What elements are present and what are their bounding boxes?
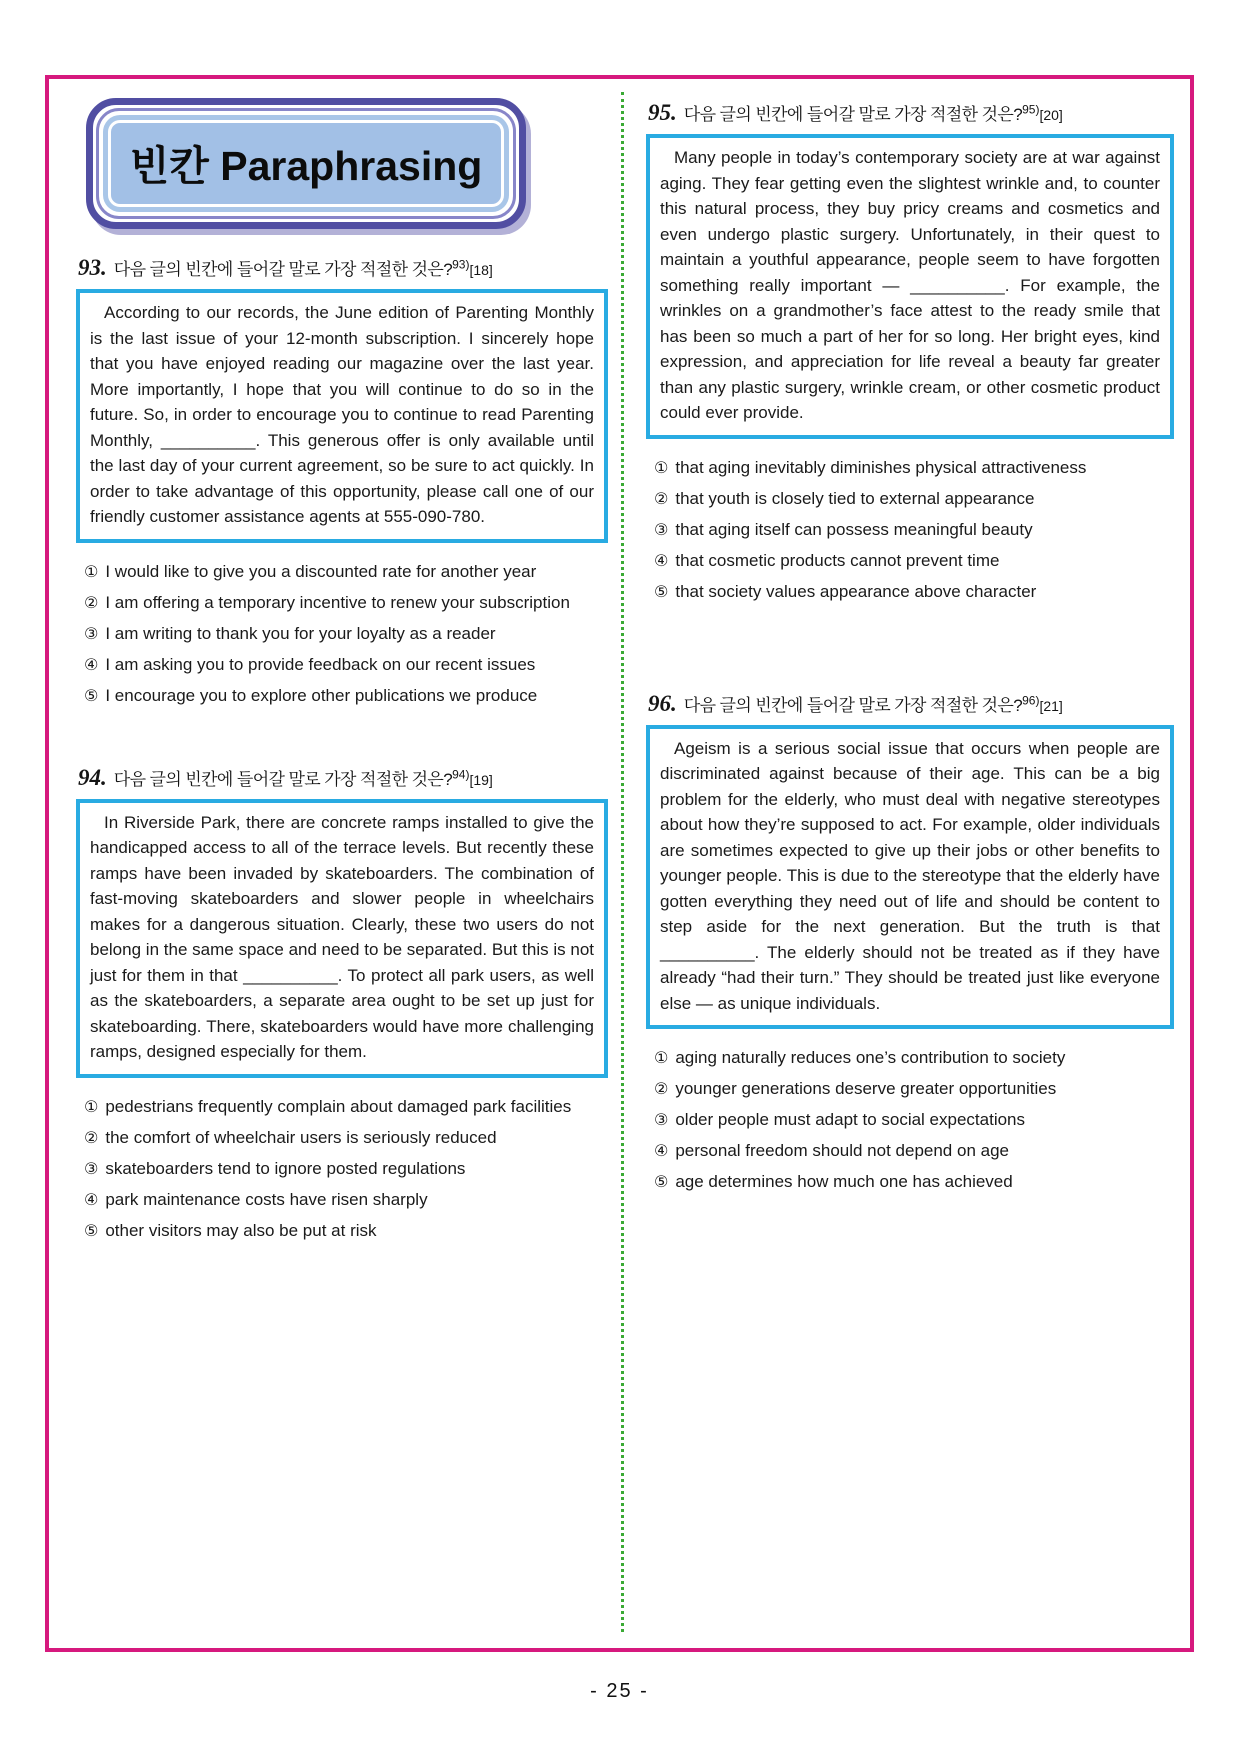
choice-marker: ② [84, 594, 99, 612]
choice-item [654, 1107, 1174, 1133]
question-header [78, 765, 608, 791]
choice-marker: ③ [654, 1112, 669, 1129]
question-number: 93. [78, 255, 107, 280]
choice-item [654, 1169, 1174, 1195]
choice-marker: ③ [84, 1160, 99, 1178]
footnote-marker: 93) [452, 257, 470, 272]
choice-text: I am writing to thank you for your loyalty as a reader [105, 623, 496, 643]
footnote-marker: 96) [1022, 693, 1040, 708]
choice-marker: ⑤ [84, 1222, 99, 1240]
passage-box: Many people in today’s contemporary society are at war against aging. They fear getting even the slightest wrinkle and, to counter this natural process, they buy pricy creams and cosmetics and even undergo plastic surgery. Unfortunately, in their quest to maintain a youthful appearance, people seem to have forgotten something really important — __________. For example, the wrinkles on a grandmother’s face attest to the ready smile that has been so much a part of her for so long. Her bright eyes, kind expression, and appreciation for life reveal a beauty far greater than any plastic surgery, wrinkle cream, or other cosmetic product could ever provide. [646, 134, 1174, 439]
choice-item [654, 517, 1174, 543]
choice-marker: ⑤ [654, 583, 669, 601]
choice-text: that aging inevitably diminishes physical attractiveness [675, 457, 1087, 477]
choices-list [84, 1094, 608, 1244]
choice-marker: ① [84, 1098, 99, 1116]
choice-item [654, 455, 1174, 481]
choice-item [654, 1045, 1174, 1071]
choice-text: that society values appearance above character [675, 581, 1037, 601]
choice-item [654, 1138, 1174, 1164]
choice-text: other visitors may also be put at risk [105, 1220, 377, 1240]
question-number: 96. [648, 690, 677, 716]
choice-marker: ③ [654, 521, 669, 539]
choice-item [84, 1156, 608, 1182]
question-number: 94. [78, 764, 107, 790]
choice-text: that aging itself can possess meaningful beauty [675, 519, 1033, 539]
section-title: 빈칸 Paraphrasing [129, 143, 483, 189]
question-header [648, 691, 1174, 717]
choice-marker: ① [654, 1050, 669, 1067]
section-title-box [86, 98, 526, 229]
question-prompt: 다음 글의 빈칸에 들어갈 말로 가장 적절한 것은? [113, 260, 453, 279]
question-ref: [18] [469, 262, 493, 278]
choice-item [84, 1218, 608, 1244]
choice-marker: ② [84, 1129, 99, 1147]
question-ref: [19] [469, 771, 493, 788]
passage-box: In Riverside Park, there are concrete ramps installed to give the handicapped access to all of the terrace levels. But recently these ramps have been invaded by skateboarders. The combination of fast-moving skateboarders and slower people in wheelchairs makes for a dangerous situation. Clearly, these two users do not belong in the same space and need to be separated. But this is not just for them in that __________. To protect all park users, as well as the skateboarders, a separate area ought to be set up just for skateboarding. There, skateboarders would have more challenging ramps, designed especially for them. [76, 799, 608, 1078]
choice-marker: ① [84, 563, 99, 581]
choice-marker: ④ [654, 552, 669, 570]
choice-item [84, 1125, 608, 1151]
choice-item [84, 683, 608, 709]
choice-marker: ③ [84, 625, 99, 643]
choice-marker: ⑤ [654, 1174, 669, 1191]
question-header [78, 255, 608, 281]
choice-marker: ④ [84, 656, 99, 674]
choice-item [84, 559, 608, 585]
choice-text: that cosmetic products cannot prevent time [675, 550, 1000, 570]
choice-marker: ① [654, 459, 669, 477]
choice-item [84, 1094, 608, 1120]
right-column [646, 100, 1174, 1200]
choice-item [654, 486, 1174, 512]
question-block-93 [76, 255, 608, 709]
choice-text: I am asking you to provide feedback on our recent issues [105, 654, 536, 674]
question-prompt: 다음 글의 빈칸에 들어갈 말로 가장 적절한 것은? [113, 769, 453, 789]
choice-item [84, 1187, 608, 1213]
choice-item [654, 1076, 1174, 1102]
question-prompt: 다음 글의 빈칸에 들어갈 말로 가장 적절한 것은? [683, 695, 1023, 715]
question-number: 95. [648, 100, 677, 125]
choice-item [84, 621, 608, 647]
question-header [648, 100, 1174, 126]
choice-text: the comfort of wheelchair users is seriously reduced [105, 1127, 497, 1147]
choice-text: I encourage you to explore other publications we produce [105, 685, 538, 705]
left-column [76, 98, 608, 1249]
footnote-marker: 95) [1022, 102, 1040, 117]
question-ref: [21] [1039, 697, 1063, 714]
choice-text: pedestrians frequently complain about damaged park facilities [105, 1096, 572, 1116]
choices-list [84, 559, 608, 709]
choice-item [84, 652, 608, 678]
passage-box: Ageism is a serious social issue that occurs when people are discriminated against because of their age. This can be a big problem for the elderly, who must deal with negative stereotypes about how they’re supposed to act. For example, older individuals are sometimes expected to give up their jobs or other benefits to younger people. This is due to the stereotype that the elderly have gotten everything they need out of life and should be content to step aside for the next generation. But the truth is that __________. The elderly should not be treated as if they have already “had their turn.” They should be treated just like everyone else — as unique individuals. [646, 725, 1174, 1030]
choice-marker: ④ [654, 1143, 669, 1160]
question-prompt: 다음 글의 빈칸에 들어갈 말로 가장 적절한 것은? [683, 105, 1023, 124]
choices-list [654, 455, 1174, 605]
footnote-marker: 94) [452, 767, 470, 782]
choices-list [654, 1045, 1174, 1195]
question-block-94 [76, 765, 608, 1244]
column-divider [621, 92, 624, 1632]
choice-text: park maintenance costs have risen sharply [105, 1189, 428, 1209]
choice-item [654, 548, 1174, 574]
choice-item [84, 590, 608, 616]
choice-text: older people must adapt to social expectations [675, 1110, 1026, 1129]
choice-text: I am offering a temporary incentive to renew your subscription [105, 592, 570, 612]
question-block-95 [646, 100, 1174, 605]
choice-marker: ④ [84, 1191, 99, 1209]
choice-text: skateboarders tend to ignore posted regulations [105, 1158, 466, 1178]
page-number: - 25 - [590, 1680, 649, 1702]
choice-text: age determines how much one has achieved [675, 1172, 1013, 1191]
choice-marker: ② [654, 1081, 669, 1098]
question-ref: [20] [1039, 107, 1063, 123]
question-block-96 [646, 691, 1174, 1196]
choice-text: personal freedom should not depend on age [675, 1141, 1009, 1160]
choice-item [654, 579, 1174, 605]
choice-text: younger generations deserve greater opportunities [675, 1079, 1057, 1098]
passage-box: According to our records, the June edition of Parenting Monthly is the last issue of your 12-month subscription. I sincerely hope that you have enjoyed reading our magazine over the last year. More importantly, I hope that you will continue to do so in the future. So, in order to encourage you to continue to read Parenting Monthly, __________. This generous offer is only available until the last day of your current agreement, so be sure to act quickly. In order to take advantage of this opportunity, please call one of our friendly customer assistance agents at 555-090-780. [76, 289, 608, 543]
choice-marker: ② [654, 490, 669, 508]
choice-text: I would like to give you a discounted rate for another year [105, 561, 537, 581]
choice-marker: ⑤ [84, 687, 99, 705]
choice-text: that youth is closely tied to external appearance [675, 488, 1035, 508]
choice-text: aging naturally reduces one’s contribution to society [675, 1048, 1066, 1067]
